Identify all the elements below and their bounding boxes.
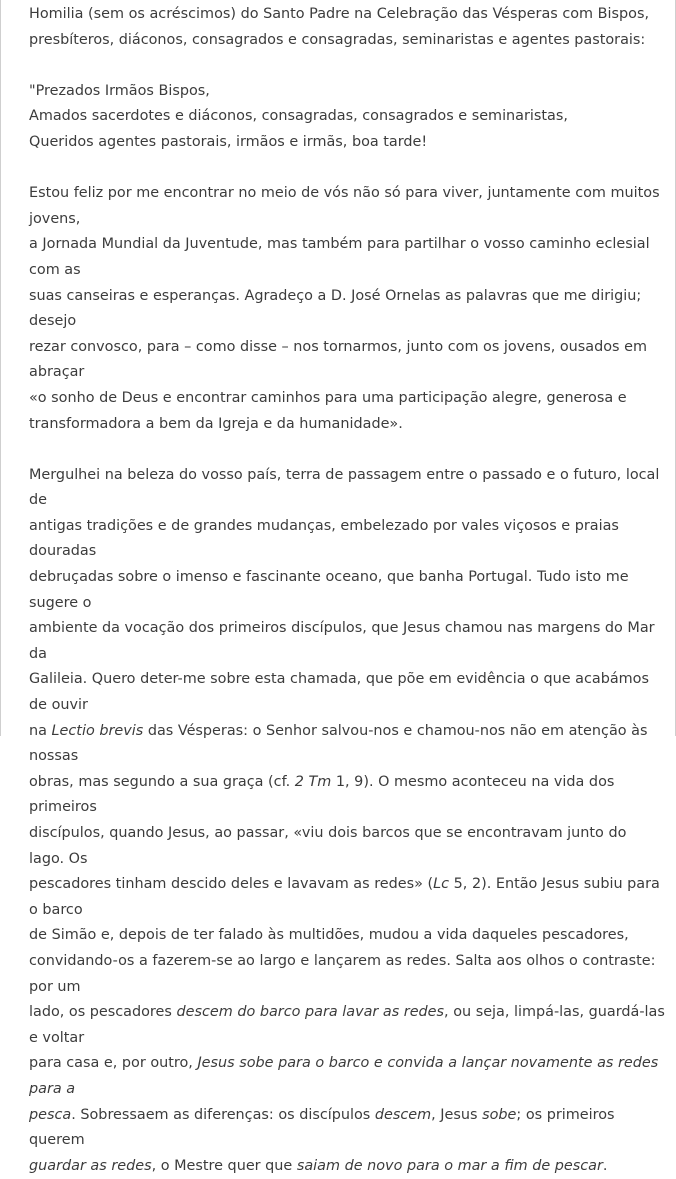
para2-line-12 <box>29 1000 665 1051</box>
paragraph-gap <box>29 53 665 79</box>
text-segment: para casa e, por outro, <box>29 1055 198 1072</box>
para1-line-6: transformadora a bem da Igreja e da humanidade». <box>29 415 403 432</box>
text-segment: obras, mas segundo a sua graça (cf. <box>29 773 295 790</box>
italic-segment: Lectio brevis <box>51 722 144 739</box>
para2-line-6 <box>29 719 665 770</box>
italic-segment: pesca <box>29 1106 72 1123</box>
para2-line-5: Galileia. Quero deter-me sobre esta chamada, que põe em evidência o que acabámos de ouvir <box>29 671 649 714</box>
para2-line-8: discípulos, quando Jesus, ao passar, «viu dois barcos que se encontravam junto do lago. Os <box>29 825 627 867</box>
paragraph-gap <box>29 437 665 463</box>
italic-segment: Jesus sobe para o barco e convida a lançar novamente as redes para a <box>29 1055 659 1097</box>
text-segment: , ou seja, limpá-las, guardá-las e voltar <box>29 1004 665 1046</box>
para2-line-3: debruçadas sobre o imenso e fascinante oceano, que banha Portugal. Tudo isto me sugere o <box>29 569 629 611</box>
text-segment: , o Mestre quer que <box>151 1157 297 1174</box>
italic-segment: guardar as redes <box>29 1157 152 1174</box>
para2-line-10: de Simão e, depois de ter falado às multidões, mudou a vida daqueles pescadores, <box>29 927 629 944</box>
intro-line-2: presbíteros, diáconos, consagrados e consagradas, seminaristas e agentes pastorais: <box>29 31 646 48</box>
italic-segment: descem <box>374 1106 432 1123</box>
para2-line-14 <box>29 1103 665 1154</box>
text-segment: pescadores tinham descido deles e lavavam as redes» ( <box>29 876 434 893</box>
para2-line-9 <box>29 872 665 923</box>
text-segment: 5, 2). Então Jesus subiu para o barco <box>29 876 660 918</box>
text-segment: ; os primeiros querem <box>29 1106 615 1149</box>
text-segment: das Vésperas: o Senhor salvou-nos e chamou-nos não em atenção às nossas <box>29 722 648 765</box>
para2-line-7 <box>29 770 665 821</box>
text-segment: 1, 9). O mesmo aconteceu na vida dos primeiros <box>29 773 615 816</box>
para1-line-2: a Jornada Mundial da Juventude, mas também para partilhar o vosso caminho eclesial com as <box>29 236 650 278</box>
paragraph-gap <box>29 156 665 182</box>
text-segment: . <box>602 1157 608 1174</box>
text-segment: . Sobressaem as diferenças: os discípulos <box>71 1106 375 1123</box>
para2-line-13 <box>29 1051 665 1102</box>
greeting-line-2: Amados sacerdotes e diáconos, consagradas, consagrados e seminaristas, <box>29 108 568 125</box>
italic-segment: descem do barco para lavar as redes <box>176 1004 445 1021</box>
greeting-line-3: Queridos agentes pastorais, irmãos e irmãs, boa tarde! <box>29 133 428 150</box>
para1-line-1: Estou feliz por me encontrar no meio de vós não só para viver, juntamente com muitos jovens, <box>29 185 660 227</box>
italic-segment: Lc <box>433 876 450 893</box>
intro-line-1: Homilia (sem os acréscimos) do Santo Padre na Celebração das Vésperas com Bispos, <box>29 6 650 22</box>
italic-segment: 2 Tm <box>294 773 332 790</box>
para1-line-4: rezar convosco, para – como disse – nos tornarmos, junto com os jovens, ousados em abraçar <box>29 338 647 381</box>
para2-line-2: antigas tradições e de grandes mudanças, embelezado por vales viçosos e praias douradas <box>29 517 619 560</box>
para2-line-1: Mergulhei na beleza do vosso país, terra de passagem entre o passado e o futuro, local de <box>29 466 660 509</box>
para2-line-15 <box>29 1154 665 1179</box>
para2-line-11: convidando-os a fazerem-se ao largo e lançarem as redes. Salta aos olhos o contraste: por um <box>29 952 656 995</box>
homily-text <box>29 2 665 1179</box>
greeting-line-1: "Prezados Irmãos Bispos, <box>29 82 210 99</box>
para1-line-5: «o sonho de Deus e encontrar caminhos para uma participação alegre, generosa e <box>29 389 627 406</box>
text-segment: na <box>29 722 52 739</box>
italic-segment: sobe <box>482 1106 517 1123</box>
italic-segment: saiam de novo para o mar a fim de pescar <box>296 1157 603 1174</box>
text-segment: , Jesus <box>431 1106 483 1123</box>
text-segment: lado, os pescadores <box>29 1004 177 1021</box>
para1-line-3: suas canseiras e esperanças. Agradeço a D. José Ornelas as palavras que me dirigiu; desejo <box>29 287 642 330</box>
para2-line-4: ambiente da vocação dos primeiros discípulos, que Jesus chamou nas margens do Mar da <box>29 620 655 662</box>
